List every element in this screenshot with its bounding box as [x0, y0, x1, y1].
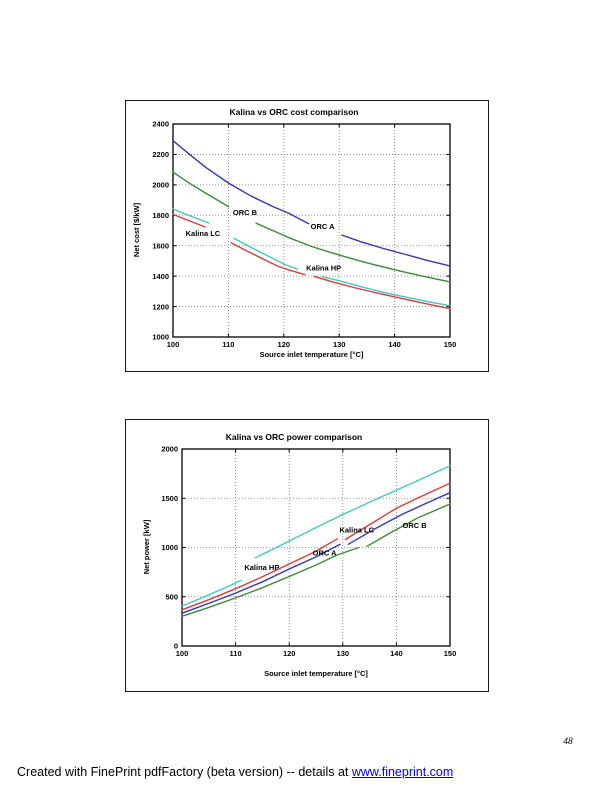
x-tick-label: 130: [332, 340, 346, 349]
power-chart-title: Kalina vs ORC power comparison: [225, 432, 363, 442]
series-label-kalina-lc: Kalina LC: [185, 229, 221, 239]
x-tick-label: 140: [390, 649, 403, 658]
series-line-kalina-lc: [234, 238, 298, 269]
series-line-kalina-hp: [231, 243, 305, 275]
x-tick-label: 150: [443, 649, 457, 658]
y-tick-label: 1000: [152, 332, 169, 342]
y-tick-label: 2400: [152, 119, 169, 129]
series-line-orc-a: [342, 235, 450, 266]
series-line-kalina-lc: [255, 466, 450, 558]
cost-chart-title: Kalina vs ORC cost comparison: [229, 107, 359, 117]
x-tick-label: 110: [222, 340, 235, 349]
series-label-orc-a: ORC A: [312, 548, 337, 558]
series-label-kalina-lc: Kalina LC: [339, 525, 375, 535]
series-line-orc-a: [348, 493, 450, 545]
cost-chart-y-axis-title: Net cost [$/kW]: [132, 202, 141, 258]
x-tick-label: 100: [166, 340, 180, 349]
x-tick-label: 110: [229, 649, 242, 658]
series-label-kalina-hp: Kalina HP: [244, 562, 280, 572]
series-line-orc-b: [182, 548, 359, 617]
x-tick-label: 100: [175, 649, 189, 658]
power-chart-y-axis-title: Net power [kW]: [142, 519, 151, 575]
series-label-orc-b: ORC B: [232, 208, 258, 218]
series-label-orc-b: ORC B: [402, 521, 427, 531]
cost-chart-canvas: [126, 101, 490, 373]
power-chart-figure: [125, 419, 489, 692]
y-tick-label: 1000: [161, 543, 178, 553]
power-chart-x-axis-title: Source inlet temperature [°C]: [264, 669, 368, 678]
x-tick-label: 150: [443, 340, 457, 349]
y-tick-label: 0: [173, 641, 178, 651]
x-tick-label: 120: [282, 649, 296, 658]
cost-chart-x-axis-title: Source inlet temperature [°C]: [259, 350, 364, 359]
series-line-orc-b: [256, 223, 450, 282]
y-tick-label: 1500: [161, 493, 178, 503]
footer-link[interactable]: www.fineprint.com: [351, 765, 454, 779]
y-tick-label: 2000: [152, 180, 169, 190]
x-tick-label: 140: [388, 340, 401, 349]
power-chart-canvas: [126, 420, 490, 693]
footer-credit-text: Created with FinePrint pdfFactory (beta version) -- details at: [17, 765, 352, 779]
y-tick-label: 500: [165, 592, 178, 602]
series-line-kalina-hp: [173, 214, 205, 227]
plot-border: [182, 449, 450, 646]
x-tick-label: 130: [336, 649, 350, 658]
page-number: 48: [563, 737, 573, 747]
y-tick-label: 1400: [152, 271, 169, 281]
y-tick-label: 2200: [152, 150, 169, 160]
y-tick-label: 1600: [152, 241, 169, 251]
series-label-kalina-hp: Kalina HP: [306, 263, 342, 273]
cost-chart-figure: [125, 100, 489, 372]
x-tick-label: 120: [277, 340, 291, 349]
footer-credit: [17, 765, 453, 779]
y-tick-label: 2000: [161, 444, 178, 454]
series-line-kalina-lc: [323, 277, 450, 306]
y-tick-label: 1200: [152, 302, 169, 312]
y-tick-label: 1800: [152, 210, 169, 220]
series-label-orc-a: ORC A: [310, 222, 335, 232]
